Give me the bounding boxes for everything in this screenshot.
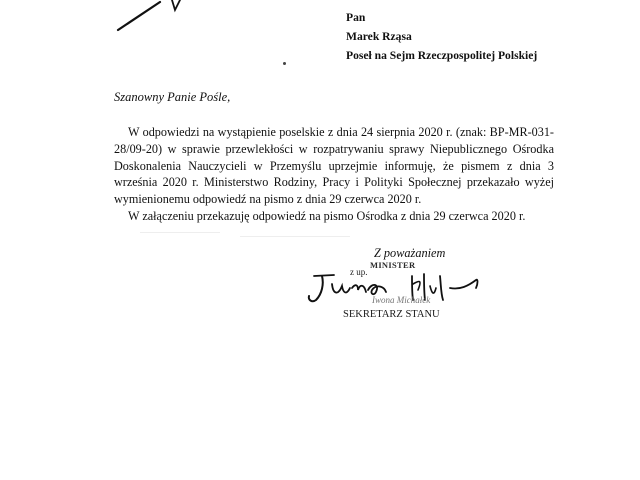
signer-title: SEKRETARZ STANU <box>343 309 440 320</box>
stray-dot <box>283 62 286 65</box>
signer-name: Iwona Michałek <box>372 295 431 305</box>
handwritten-scribble <box>100 0 210 45</box>
addressee-block <box>346 8 537 65</box>
body-paragraph-1: W odpowiedzi na wystąpienie poselskie z dnia 24 sierpnia 2020 r. (znak: BP-MR-031-28/09-20) w sprawie przewlekłości w rozpatrywaniu sprawy Niepublicznego Ośrodka Doskonalenia Nauczycieli w Przemyślu uprzejmie informuję, że pismem z dnia 3 września 2020 r. Ministerstwo Rodziny, Pracy i Polityki Społecznej przekazało wyżej wymienionemu odpowiedź na pismo z dnia 29 czerwca 2020 r. <box>114 125 554 207</box>
addressee-name: Marek Rząsa <box>346 30 412 43</box>
scan-artifact <box>240 236 350 237</box>
on-behalf-note: z up. <box>350 267 368 277</box>
scan-artifact <box>140 232 220 233</box>
addressee-title: Poseł na Sejm Rzeczpospolitej Polskiej <box>346 49 538 62</box>
signatory-role: MINISTER <box>370 260 416 270</box>
addressee-salutation: Pan <box>346 11 366 24</box>
closing-phrase: Z poważaniem <box>374 246 446 260</box>
salutation: Szanowny Panie Pośle, <box>114 90 231 104</box>
letter-body <box>114 124 554 225</box>
signature-block <box>290 246 510 336</box>
body-paragraph-2: W załączeniu przekazuję odpowiedź na pismo Ośrodka z dnia 29 czerwca 2020 r. <box>128 208 526 223</box>
